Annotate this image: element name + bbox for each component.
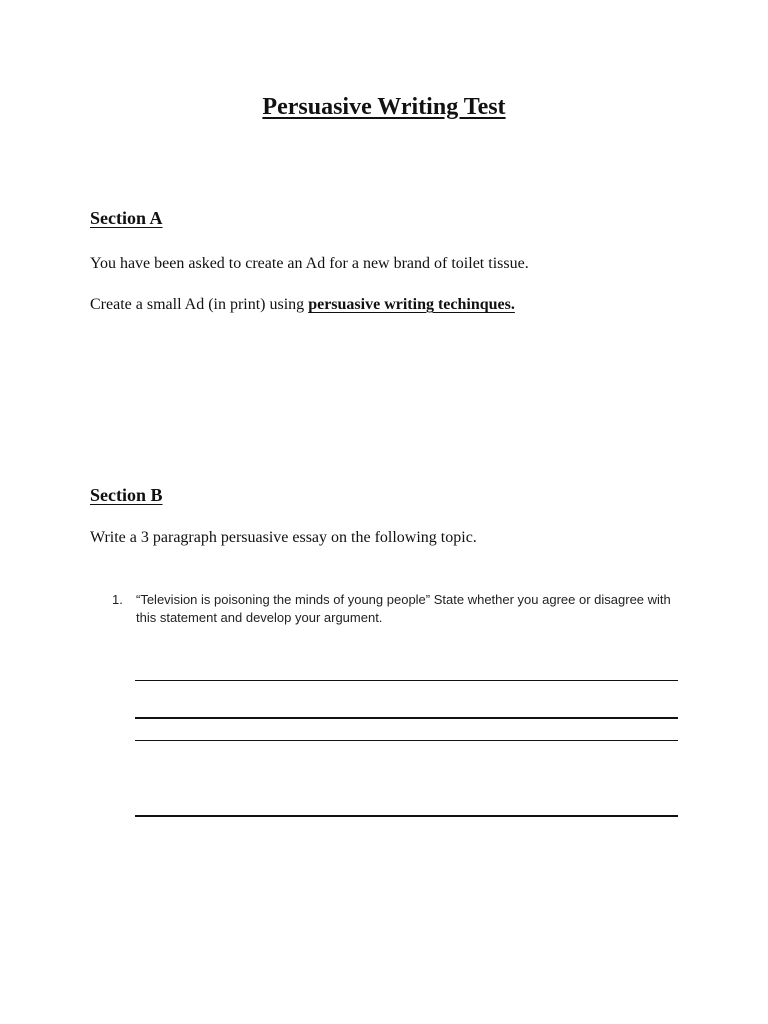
section-a-heading: Section A (90, 208, 163, 228)
section-b-instruction: Write a 3 paragraph persuasive essay on the following topic. (90, 529, 477, 546)
answer-line[interactable] (135, 717, 678, 719)
persuasive-techniques-emphasis: persuasive writing techinques. (308, 296, 515, 313)
section-a-task-text: You have been asked to create an Ad for a new brand of toilet tissue. (90, 255, 529, 272)
page-title: Persuasive Writing Test (262, 94, 506, 120)
section-a-instruction (90, 296, 515, 314)
question-text: “Television is poisoning the minds of young people” State whether you agree or disagree with this statement and develop your argument. (136, 592, 671, 625)
section-b-heading: Section B (90, 485, 163, 505)
answer-line[interactable] (135, 740, 678, 741)
answer-line[interactable] (135, 815, 678, 817)
section-a-instruction-prefix: Create a small Ad (in print) using (90, 296, 309, 313)
answer-line[interactable] (135, 680, 678, 681)
question-number: 1. (112, 592, 123, 607)
